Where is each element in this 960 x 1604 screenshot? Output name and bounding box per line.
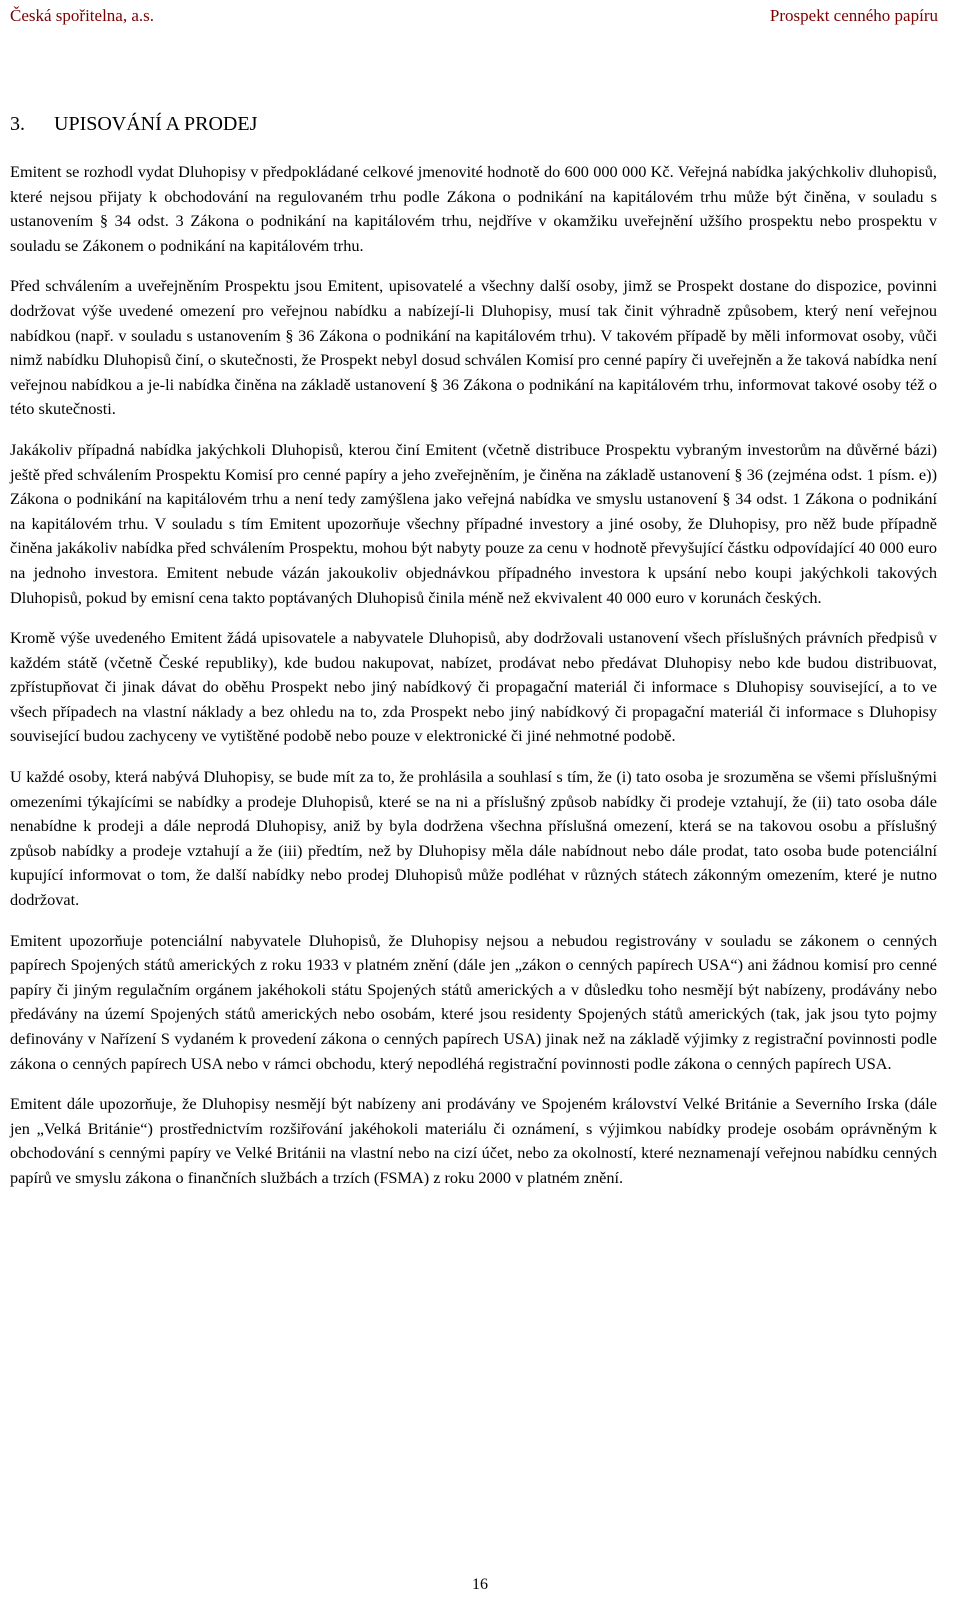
page-content: [10, 112, 937, 1207]
page-number: 16: [472, 1576, 488, 1593]
paragraph: Emitent dále upozorňuje, že Dluhopisy nesmějí být nabízeny ani prodávány ve Spojeném království Velké Británie a Severního Irska (dále jen „Velká Británie“) prostřednictvím rozšiřování jakéhokoli materiálu či oznámení, s výjimkou nabídky prodeje osobám oprávněným k obchodování s cennými papíry ve Velké Británii na vlastní nebo na cizí účet, nebo za okolností, které neznamenají veřejnou nabídku cenných papírů ve smyslu zákona o finančních službách a trzích (FSMA) z roku 2000 v platném znění.: [10, 1094, 937, 1187]
paragraph: Emitent se rozhodl vydat Dluhopisy v předpokládané celkové jmenovité hodnotě do 600 000 000 Kč. Veřejná nabídka jakýchkoliv dluhopisů, které nejsou přijaty k obchodování na regulovaném trhu podle Zákona o podnikání na kapitálovém trhu může být činěna, v souladu s ustanovením § 34 odst. 3 Zákona o podnikání na kapitálovém trhu, nejdříve v okamžiku uveřejnění užšího prospektu nebo prospektu v souladu se Zákonem o podnikání na kapitálovém trhu.: [10, 162, 937, 255]
paragraph: Emitent upozorňuje potenciální nabyvatele Dluhopisů, že Dluhopisy nejsou a nebudou registrovány v souladu se zákonem o cenných papírech Spojených států amerických z roku 1933 v platném znění (dále jen „zákon o cenných papírech USA“) ani žádnou komisí pro cenné papíry či jiným regulačním orgánem jakéhokoli státu Spojených států amerických a v důsledku toho nesmějí být nabízeny, prodávány nebo předávány na území Spojených států amerických nebo osobám, které jsou residenty Spojených států amerických (tak, jak jsou tyto pojmy definovány v Nařízení S vydaném k provedení zákona o cenných papírech USA) jinak než na základě výjimky z registrační povinnosti podle zákona o cenných papírech USA nebo v rámci obchodu, který nepodléhá registrační povinnosti podle zákona o cenných papírech USA.: [10, 930, 937, 1073]
section-number: 3.: [10, 113, 25, 135]
page-header: [10, 6, 938, 26]
paragraph: Jakákoliv případná nabídka jakýchkoli Dluhopisů, kterou činí Emitent (včetně distribuce Prospektu vybraným investorům na důvěrné bázi) ještě před schválením Prospektu Komisí pro cenné papíry a jeho zveřejněním, je činěna na základě ustanovení § 36 (zejména odst. 1 písm. e)) Zákona o podnikání na kapitálovém trhu a není tedy zamýšlena jako veřejná nabídka ve smyslu ustanovení § 34 odst. 1 Zákona o podnikání na kapitálovém trhu. V souladu s tím Emitent upozorňuje všechny případné investory a jiné osoby, že Dluhopisy, pro něž bude případně činěna jakákoliv nabídka před schválením Prospektu, mohou být nabyty pouze za cenu v hodnotě převyšující částku odpovídající 40 000 euro na jednoho investora. Emitent nebude vázán jakoukoliv objednávkou případného investora k upsání nebo koupi jakýchkoli takových Dluhopisů, pokud by emisní cena takto poptávaných Dluhopisů činila méně než ekvivalent 40 000 euro v korunách českých.: [10, 439, 937, 607]
section-heading: [10, 112, 937, 136]
paragraph: Kromě výše uvedeného Emitent žádá upisovatele a nabyvatele Dluhopisů, aby dodržovali ustanovení všech příslušných právních předpisů v každém státě (včetně České republiky), kde budou nakupovat, nabízet, prodávat nebo předávat Dluhopisy nebo kde budou distribuovat, zpřístupňovat či jinak dávat do oběhu Prospekt nebo jiný nabídkový či propagační materiál či informace s Dluhopisy související, a to ve všech případech na vlastní náklady a bez ohledu na to, zda Prospekt nebo jiný nabídkový či propagační materiál či informace s Dluhopisy související budou zachyceny ve vytištěné podobě nebo pouze v elektronické či jiné nehmotné podobě.: [10, 628, 937, 746]
paragraph: U každé osoby, která nabývá Dluhopisy, se bude mít za to, že prohlásila a souhlasí s tím, že (i) tato osoba je srozuměna se všemi příslušnými omezeními týkajícími se nabídky a prodeje Dluhopisů, které se na ni a příslušný způsob nabídky či prodeje vztahují, že (ii) tato osoba dále nenabídne k prodeji a dále neprodá Dluhopisy, aniž by byla dodržena všechna příslušná omezení, která se na takovou osobu a příslušný způsob nabídky a prodeje vztahují a že (iii) předtím, než by Dluhopisy měla dále nabídnout nebo dále prodat, tato osoba bude potenciální kupující informovat o tom, že další nabídky nebo prodej Dluhopisů může podléhat v různých státech zákonným omezením, které je nutno dodržovat.: [10, 767, 937, 910]
paragraph: Před schválením a uveřejněním Prospektu jsou Emitent, upisovatelé a všechny další osoby, jimž se Prospekt dostane do dispozice, povinni dodržovat výše uvedené omezení pro veřejnou nabídku a nabízejí-li Dluhopisy, musí tak činit výhradně způsobem, který není veřejnou nabídkou (např. v souladu s ustanovením § 36 Zákona o podnikání na kapitálovém trhu). V takovém případě by měli informovat osoby, vůči nimž nabídku Dluhopisů činí, o skutečnosti, že Prospekt nebyl dosud schválen Komisí pro cenné papíry či uveřejněn a že taková nabídka není veřejnou nabídkou a je-li nabídka činěna na základě ustanovení § 36 Zákona o podnikání na kapitálovém trhu, informovat takové osoby též o této skutečnosti.: [10, 276, 937, 419]
header-issuer: Česká spořitelna, a.s.: [10, 6, 154, 25]
header-document-title: Prospekt cenného papíru: [769, 6, 938, 25]
section-title: UPISOVÁNÍ A PRODEJ: [54, 113, 258, 135]
